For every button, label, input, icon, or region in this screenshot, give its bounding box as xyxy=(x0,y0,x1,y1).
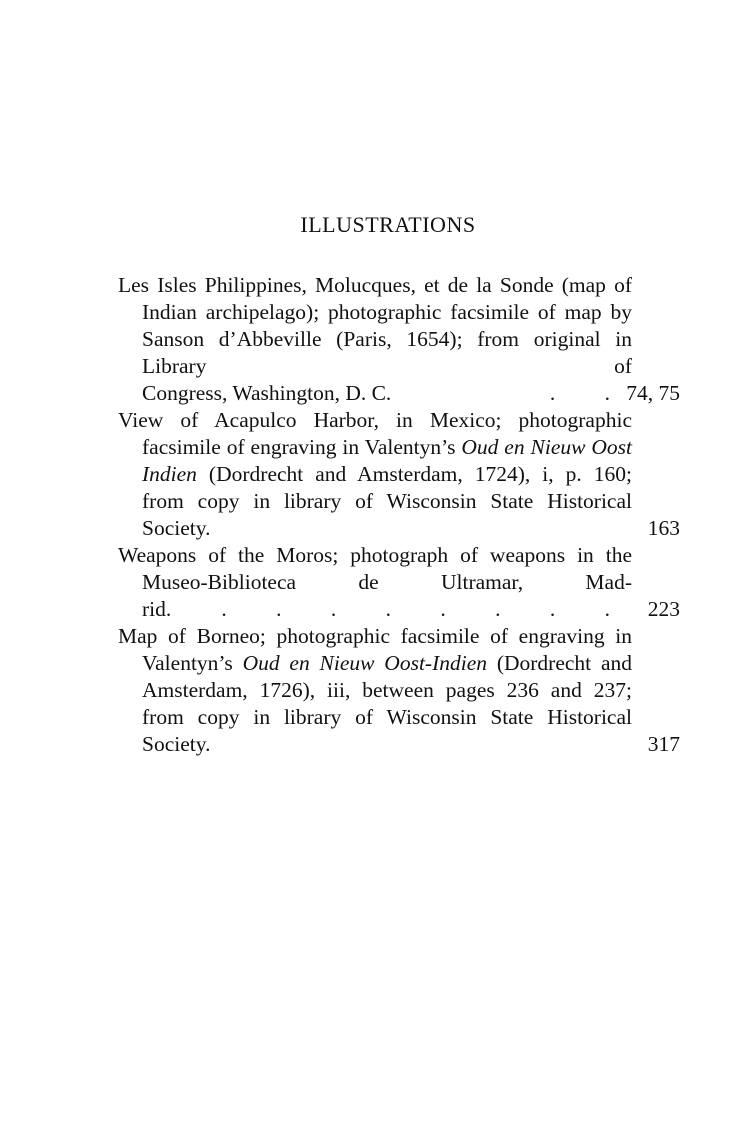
entry-text: Les Isles Philippines, Molucques, et de la Sonde (map of Indian archipelago); photographic facsimile of map by Sanson d’Abbeville (Paris, 1654); from original in Library of xyxy=(118,273,632,378)
page-title: ILLUSTRATIONS xyxy=(300,212,476,237)
page-number: 74, 75 xyxy=(626,381,680,405)
entry-text xyxy=(118,623,680,758)
entry-text: Weapons of the Moros; photograph of weapons in the Museo-Biblioteca de Ultramar, Mad- xyxy=(118,543,632,594)
entry-text-post: (Dordrecht and Amsterdam, 1726), iii, between pages 236 and 237; from copy in library of Wisconsin State Historical Society. xyxy=(142,651,633,756)
entry-text xyxy=(118,407,680,542)
entry-text-pre: View of Acapulco Harbor, in Mexico; photographic facsimile of engraving in Valentyn’s xyxy=(118,408,632,459)
entry-last-line xyxy=(142,596,680,623)
entry-text-post: (Dordrecht and Amsterdam, 1724), i, p. 160; from copy in library of Wisconsin State Historical Society. xyxy=(142,462,632,540)
dot-leader: . . . . . . . . xyxy=(221,597,632,621)
illustrations-list xyxy=(118,272,680,758)
entry-text-pre: Map of Borneo; photographic facsimile of engraving in Valentyn’s xyxy=(118,624,632,675)
page-number: 317 xyxy=(647,732,680,756)
list-item xyxy=(118,407,680,542)
entry-last-line xyxy=(142,380,680,407)
entry-last-line-text: rid. xyxy=(142,596,177,623)
book-title: Oud en Nieuw Oost-Indien xyxy=(242,651,488,675)
list-item xyxy=(118,272,680,407)
list-item xyxy=(118,623,680,758)
list-item xyxy=(118,542,680,623)
entry-last-line-text: Congress, Washington, D. C. xyxy=(142,380,397,407)
page-number: 223 xyxy=(647,597,680,621)
dot-leader: . . xyxy=(549,381,632,405)
book-title: Oud en Nieuw Oost Indien xyxy=(142,435,632,486)
page-number: 163 xyxy=(647,516,680,540)
